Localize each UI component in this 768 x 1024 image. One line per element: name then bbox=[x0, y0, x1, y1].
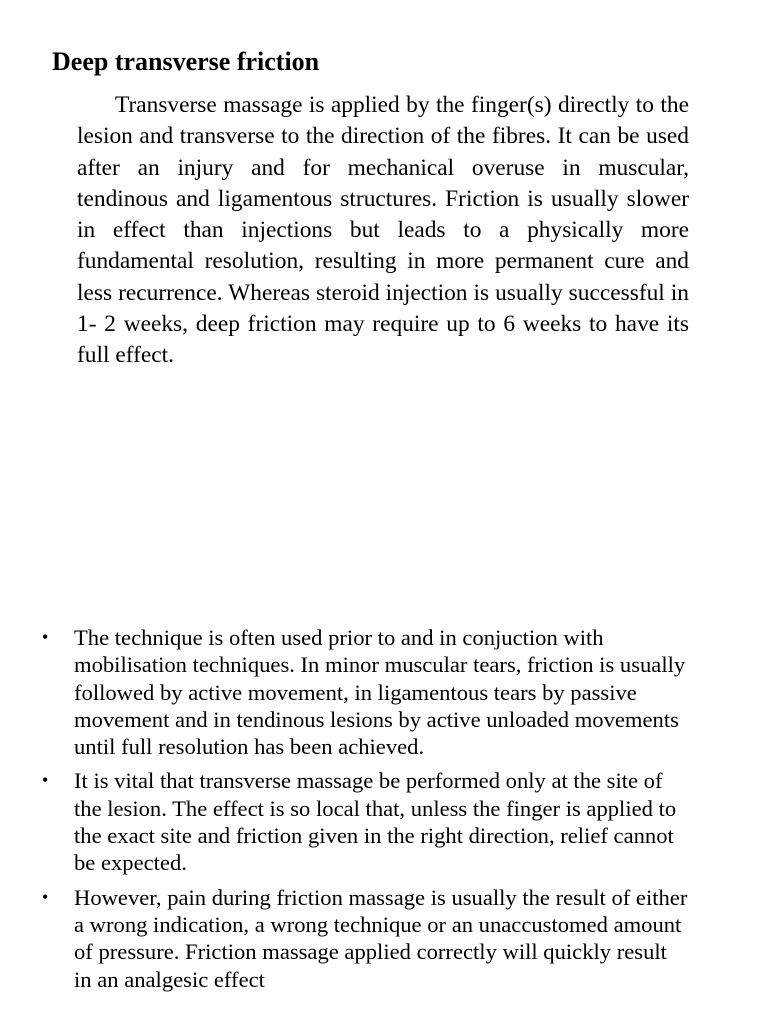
bullet-icon: • bbox=[42, 886, 49, 907]
bullet-item-site bbox=[40, 767, 690, 876]
intro-paragraph: Transverse massage is applied by the finger(s) directly to the lesion and transverse to the direction of the fibres. It can be used after an injury and for mechanical overuse in muscular, tendinous and ligamentous structures. Friction is usually slower in effect than injections but leads to a physically more fundamental resolution, resulting in more permanent cure and less recurrence. Whereas steroid injection is usually successful in 1- 2 weeks, deep friction may require up to 6 weeks to have its full effect. bbox=[77, 92, 689, 369]
bullet-icon: • bbox=[42, 770, 49, 791]
bullet-text: However, pain during friction massage is usually the result of either a wrong indication, a wrong technique or an unaccustomed amount of pressure. Friction massage applied correctly will quickly result in an analgesic effect bbox=[74, 884, 688, 992]
bullet-item-pain bbox=[40, 884, 690, 993]
bullet-text: The technique is often used prior to and in conjuction with mobilisation techniques. In minor muscular tears, friction is usually followed by active movement, in ligamentous tears by passive movement and in tendinous lesions by active unloaded movements until full resolution has been achieved. bbox=[74, 625, 686, 760]
bullet-text: It is vital that transverse massage be performed only at the site of the lesion. The effect is so local that, unless the finger is applied to the exact site and friction given in the right direction, relief cannot be expected. bbox=[74, 768, 677, 876]
bullet-item-technique bbox=[40, 624, 690, 760]
section-title: Deep transverse friction bbox=[52, 47, 320, 76]
bullet-list bbox=[40, 624, 690, 1000]
bullet-icon: • bbox=[42, 627, 49, 647]
